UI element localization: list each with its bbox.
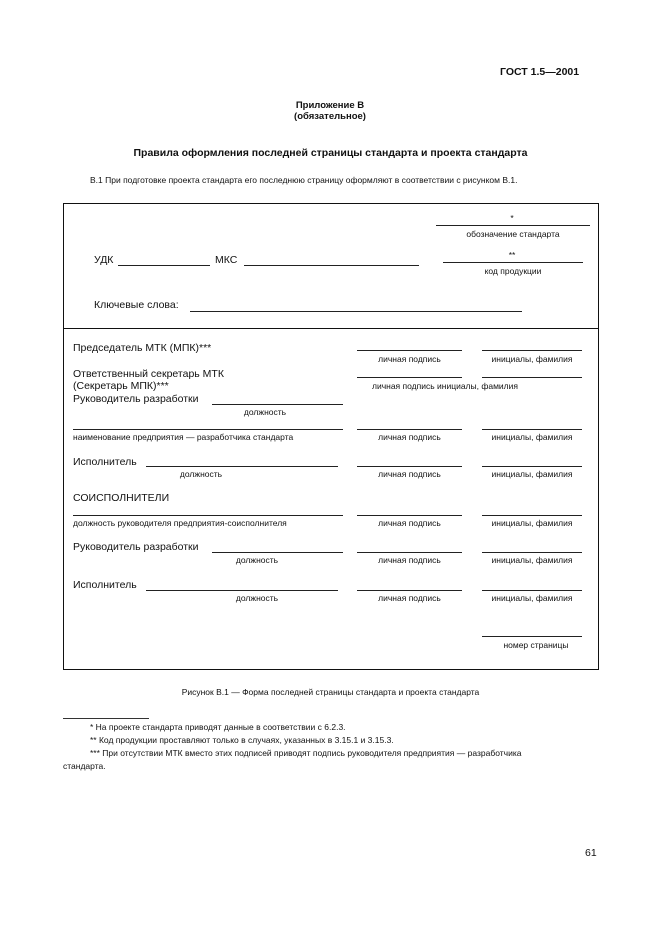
chairman-initials-label: инициалы, фамилия [491, 354, 573, 364]
coexec-executor-position-line [146, 590, 338, 591]
coexec-dev-lead-position-line [212, 552, 343, 553]
coexec-executor-position-label: должность [235, 593, 279, 603]
designation-line [436, 225, 590, 226]
secretary-sign-combo-label: личная подпись инициалы, фамилия [372, 381, 518, 391]
mtk-chairman-label: Председатель МТК (МПК)*** [73, 342, 212, 354]
org-initials-line [482, 429, 582, 430]
coexec-dev-lead-position-label: должность [235, 555, 279, 565]
secretary-sign-line [357, 377, 462, 378]
keywords-label: Ключевые слова: [94, 299, 179, 311]
executor-initials-line [482, 466, 582, 467]
org-name-label: наименование предприятия — разработчика стандарта [73, 432, 294, 442]
chairman-sign-label: личная подпись [378, 354, 441, 364]
executor-sign-label: личная подпись [378, 469, 441, 479]
footnote-1: * На проекте стандарта приводят данные в соответствии с 6.2.3. [90, 722, 346, 732]
coexec-position-line [73, 515, 343, 516]
footnote-separator [63, 718, 149, 719]
footnote-2: ** Код продукции проставляют только в случаях, указанных в 3.15.1 и 3.15.3. [90, 735, 394, 745]
section-title: Правила оформления последней страницы стандарта и проекта стандарта [133, 147, 528, 159]
coexec-position-label: должность руководителя предприятия-соисполнителя [73, 518, 287, 528]
coexec-dev-lead-initials-label: инициалы, фамилия [491, 555, 573, 565]
executor-position-line [146, 466, 338, 467]
org-initials-label: инициалы, фамилия [491, 432, 573, 442]
product-code-label: код продукции [484, 266, 542, 276]
figure-caption: Рисунок В.1 — Форма последней страницы стандарта и проекта стандарта [181, 687, 480, 697]
coexec-executor-sign-line [357, 590, 462, 591]
designation-label: обозначение стандарта [466, 229, 560, 239]
coexec-initials-line [482, 515, 582, 516]
org-sign-label: личная подпись [378, 432, 441, 442]
form-divider [63, 328, 599, 329]
mks-line [244, 265, 419, 266]
dev-lead-label: Руководитель разработки [73, 393, 199, 405]
udk-label: УДК [94, 254, 114, 266]
chairman-sign-line [357, 350, 462, 351]
executor-initials-label: инициалы, фамилия [491, 469, 573, 479]
page-number: 61 [585, 847, 597, 859]
designation-mark: * [510, 213, 514, 223]
mks-label: МКС [215, 254, 238, 266]
coexec-executor-sign-label: личная подпись [378, 593, 441, 603]
udk-line [118, 265, 210, 266]
secretary-label-line2: (Секретарь МПК)*** [73, 380, 169, 392]
org-name-line [73, 429, 343, 430]
dev-lead-position-line [212, 404, 343, 405]
executor-position-label: должность [179, 469, 223, 479]
page-number-line [482, 636, 582, 637]
coexecutors-heading: СОИСПОЛНИТЕЛИ [73, 492, 170, 504]
coexec-dev-lead-sign-label: личная подпись [378, 555, 441, 565]
executor-sign-line [357, 466, 462, 467]
coexec-executor-initials-line [482, 590, 582, 591]
footnote-3: *** При отсутствии МТК вместо этих подписей приводят подпись руководителя предприятия — разработчика [90, 748, 522, 758]
coexec-executor-label: Исполнитель [73, 579, 137, 591]
page-number-label: номер страницы [503, 640, 569, 650]
appendix-status: (обязательное) [294, 111, 366, 122]
coexec-initials-label: инициалы, фамилия [491, 518, 573, 528]
product-code-mark: ** [508, 250, 516, 260]
footnote-3-continued: стандарта. [63, 761, 106, 771]
executor-label: Исполнитель [73, 456, 137, 468]
org-sign-line [357, 429, 462, 430]
secretary-initials-line [482, 377, 582, 378]
coexec-dev-lead-label: Руководитель разработки [73, 541, 199, 553]
coexec-dev-lead-sign-line [357, 552, 462, 553]
keywords-line [190, 311, 522, 312]
coexec-sign-label: личная подпись [378, 518, 441, 528]
product-code-line [443, 262, 583, 263]
dev-lead-position-label: должность [243, 407, 287, 417]
coexec-dev-lead-initials-line [482, 552, 582, 553]
appendix-title: Приложение В [295, 100, 365, 111]
coexec-sign-line [357, 515, 462, 516]
coexec-executor-initials-label: инициалы, фамилия [491, 593, 573, 603]
intro-paragraph: В.1 При подготовке проекта стандарта его последнюю страницу оформляют в соответствии с рисунком В.1. [90, 175, 518, 185]
standard-code: ГОСТ 1.5—2001 [500, 66, 580, 78]
chairman-initials-line [482, 350, 582, 351]
secretary-label-line1: Ответственный секретарь МТК [73, 368, 224, 380]
